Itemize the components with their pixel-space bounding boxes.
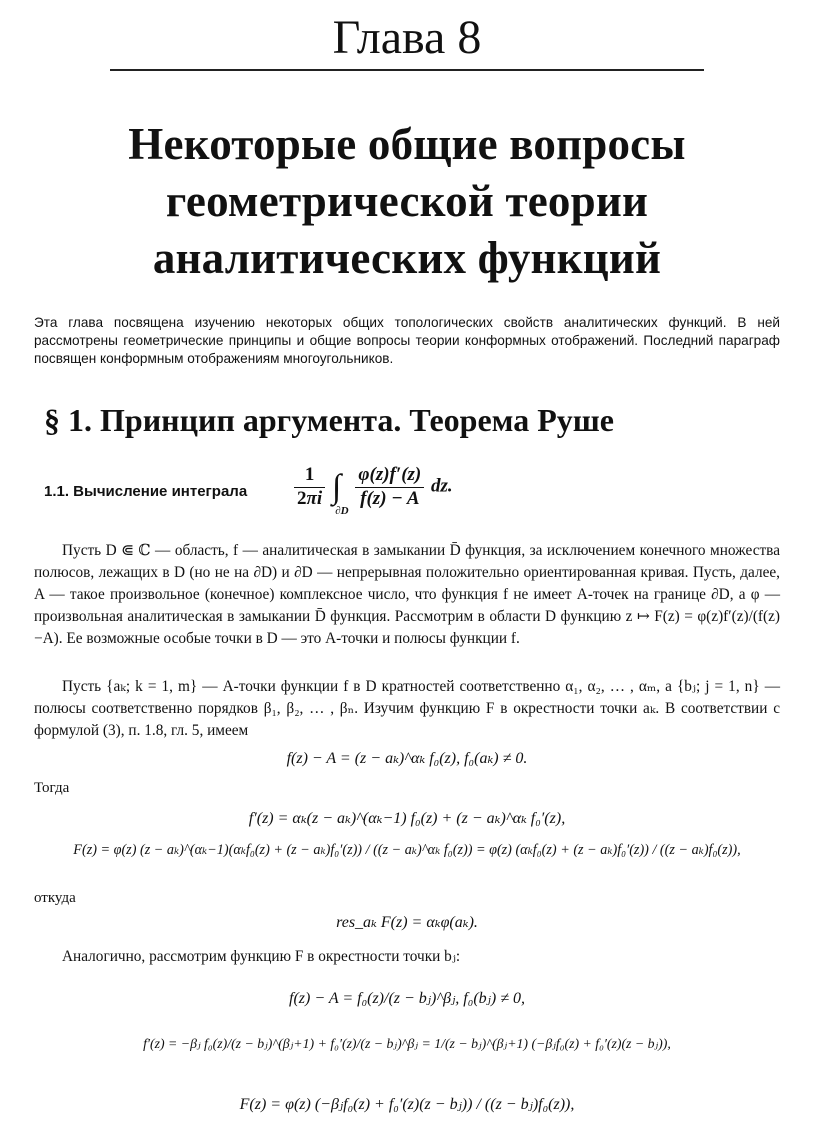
paragraph-2: Пусть {aₖ; k = 1, m} — A-точки функции f в D кратностей соответственно α₁, α₂, … , αₘ, а {bⱼ; j = 1, n} — полюсы соответственно порядков β₁, β₂, … , βₙ. Изучим функцию F в окрестности точки aₖ. В соответствии с формулой (3), п. 1.8, гл. 5, имеем — [34, 678, 780, 739]
equation-2: f′(z) = αₖ(z − aₖ)^(αₖ−1) f₀(z) + (z − aₖ)^αₖ f₀′(z), — [248, 810, 566, 827]
subsection-label: 1.1. Вычисление интеграла — [44, 483, 248, 500]
paragraph-1: Пусть D ⋐ ℂ — область, f — аналитическая в замыкании D̄ функция, за исключением конечного множества полюсов, лежащих в D (но не на ∂D) и ∂D — непрерывная положительно ориентированная кривая. Пусть, далее, A — такое произвольное (конечное) комплексное число, что функция f не имеет A-точек на границе ∂D, а φ — произвольная аналитическая в замыкании D̄ функция. Рассмотрим в области D функцию z ↦ F(z) = φ(z)f′(z)/(f(z)−A). Ее возможные особые точки в D — это A-точки и полюсы функции f. — [34, 542, 780, 647]
equation-5: f(z) − A = f₀(z)/(z − bⱼ)^βⱼ, f₀(bⱼ) ≠ 0, — [289, 990, 525, 1007]
chapter-title-line-2: геометрической теории — [165, 176, 649, 226]
equation-1: f(z) − A = (z − aₖ)^αₖ f₀(z), f₀(aₖ) ≠ 0. — [286, 750, 528, 767]
equation-4: res_aₖ F(z) = αₖφ(aₖ). — [336, 914, 478, 931]
chapter-heading: Глава 8 — [332, 11, 482, 64]
section-heading: § 1. Принцип аргумента. Теорема Руше — [44, 402, 614, 438]
equation-3: F(z) = φ(z) (z − aₖ)^(αₖ−1)(αₖf₀(z) + (z − aₖ)f₀′(z)) / ((z − aₖ)^αₖ f₀(z)) = φ(z) (αₖf₀(z) + (z − aₖ)f₀′(z)) / ((z − aₖ)f₀(z)), — [73, 842, 741, 858]
chapter-title-line-1: Некоторые общие вопросы — [128, 119, 686, 169]
subsection-integral: $\frac{1}{2\pi i}$ $\int_{\partial D}$ $\frac{\varphi(z)f'(z)}{f(z) - A}$ dz. — [292, 464, 453, 517]
paragraph-3: Аналогично, рассмотрим функцию F в окрестности точки bⱼ: — [62, 948, 461, 965]
equation-7: F(z) = φ(z) (−βⱼf₀(z) + f₀′(z)(z − bⱼ)) / ((z − bⱼ)f₀(z)), — [239, 1096, 575, 1113]
chapter-intro: Эта глава посвящена изучению некоторых общих топологических свойств аналитических функций. В ней рассмотрены геометрические принципы и общие вопросы теории конформных отображений. Последний параграф посвящен конформным отображениям многоугольников. — [34, 315, 780, 366]
equation-6: f′(z) = −βⱼ f₀(z)/(z − bⱼ)^(βⱼ+1) + f₀′(z)/(z − bⱼ)^βⱼ = 1/(z − bⱼ)^(βⱼ+1) (−βⱼf₀(z) + f₀′(z)(z − bⱼ)), — [143, 1036, 671, 1051]
chapter-title-line-3: аналитических функций — [152, 233, 662, 283]
subsection-heading — [44, 464, 784, 528]
chapter-title — [0, 116, 814, 287]
word-then: Тогда — [34, 780, 70, 796]
chapter-rule — [110, 69, 704, 71]
word-whence: откуда — [34, 890, 76, 906]
